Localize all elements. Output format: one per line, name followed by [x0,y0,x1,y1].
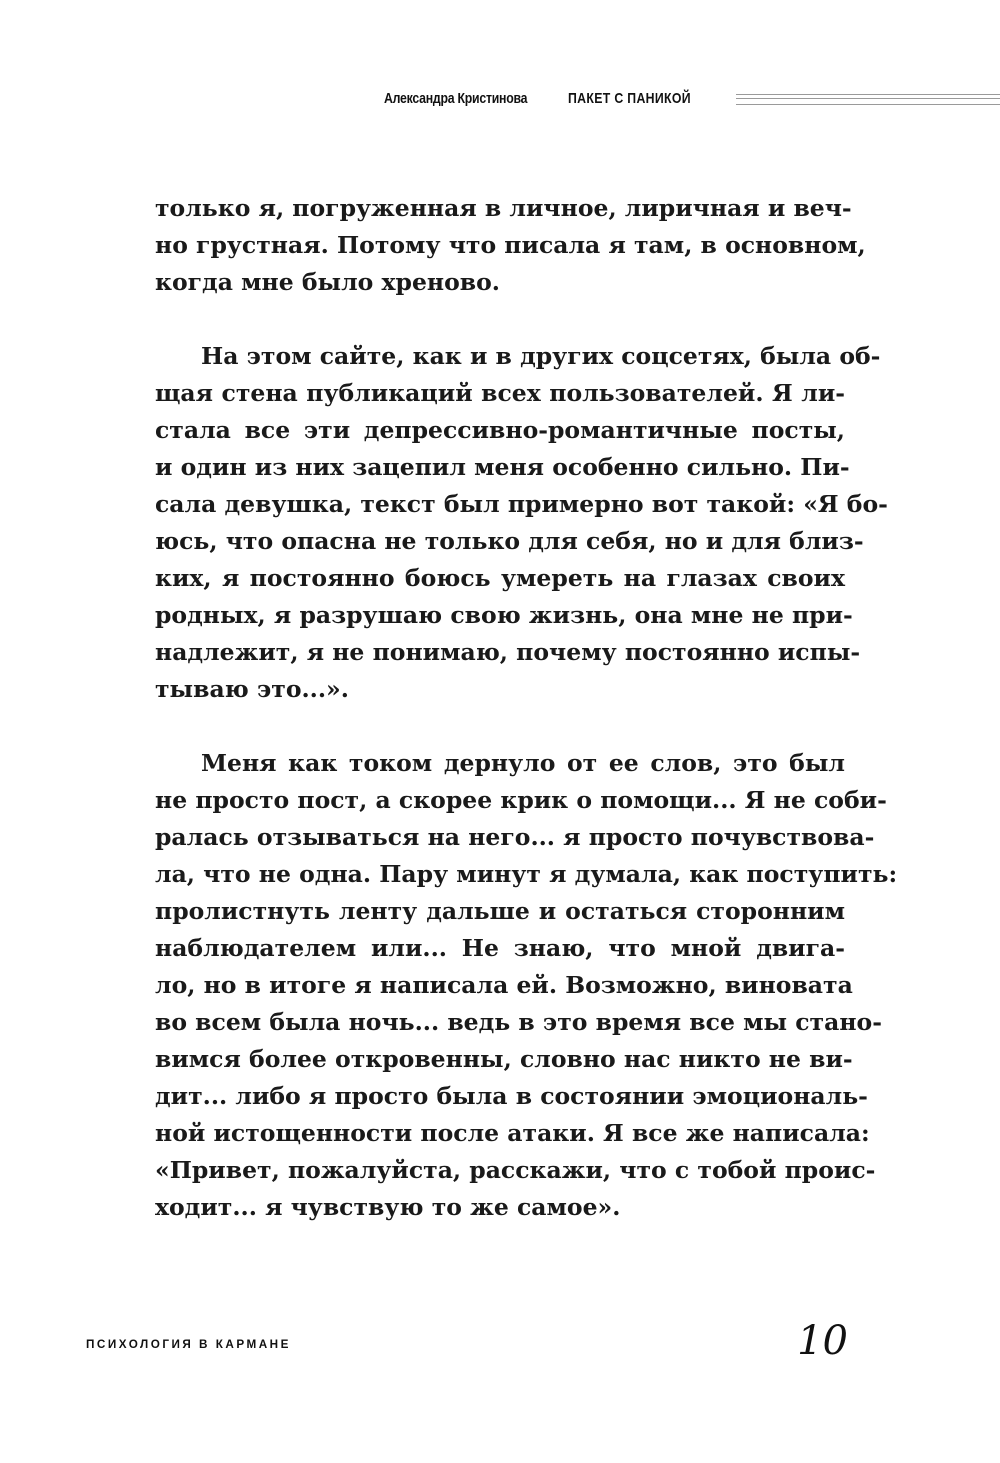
paragraph [155,745,898,1226]
text-line: тываю это...». [155,675,349,703]
text-line: когда мне было хреново. [155,268,500,296]
page-body [155,190,898,1226]
text-line: и один из них зацепил меня особенно сильно. Пи- [155,453,850,481]
text-line: ло, но в итоге я написала ей. Возможно, виновата [155,971,853,999]
text-line: надлежит, я не понимаю, почему постоянно испы- [155,638,861,666]
text-line: щая стена публикаций всех пользователей. Я ли- [155,379,845,407]
text-line: наблюдателем или... Не знаю, что мной двига- [155,934,845,962]
text-line: ралась отзываться на него... я просто почувствова- [155,823,875,851]
text-line: ла, что не одна. Пару минут я думала, как поступить: [155,860,898,888]
paragraph-gap [155,301,845,338]
text-line: вимся более откровенны, словно нас никто не ви- [155,1045,853,1073]
text-line: На этом сайте, как и в других соцсетях, была об- [201,342,881,370]
text-line: ких, я постоянно боюсь умереть на глазах своих [155,564,845,592]
running-header [384,86,1000,110]
text-line: не просто пост, а скорее крик о помощи... Я не соби- [155,786,887,814]
text-line: дит... либо я просто была в состоянии эмоциональ- [155,1082,868,1110]
footer-series-title: ПСИХОЛОГИЯ В КАРМАНЕ [86,1337,291,1352]
header-rule [736,94,1000,105]
text-line: только я, погруженная в личное, лиричная и веч- [155,194,852,222]
text-line: «Привет, пожалуйста, расскажи, что с тобой проис- [155,1156,876,1184]
text-line: Меня как током дернуло от ее слов, это был [201,749,845,777]
text-line: во всем была ночь... ведь в это время все мы стано- [155,1008,882,1036]
text-line: сала девушка, текст был примерно вот такой: «Я бо- [155,490,888,518]
header-author: Александра Кристинова [384,89,528,107]
text-line: но грустная. Потому что писала я там, в основном, [155,231,866,259]
text-line: юсь, что опасна не только для себя, но и для близ- [155,527,864,555]
text-line: стала все эти депрессивно-романтичные посты, [155,416,845,444]
text-line: ходит... я чувствую то же самое». [155,1193,621,1221]
paragraph-gap [155,708,845,745]
paragraph [155,338,888,708]
text-line: ной истощенности после атаки. Я все же написала: [155,1119,870,1147]
header-book-title: ПАКЕТ С ПАНИКОЙ [568,89,691,107]
text-line: пролистнуть ленту дальше и остаться сторонним [155,897,845,925]
paragraph [155,190,866,301]
text-line: родных, я разрушаю свою жизнь, она мне не при- [155,601,853,629]
page-number: 10 [797,1318,848,1364]
